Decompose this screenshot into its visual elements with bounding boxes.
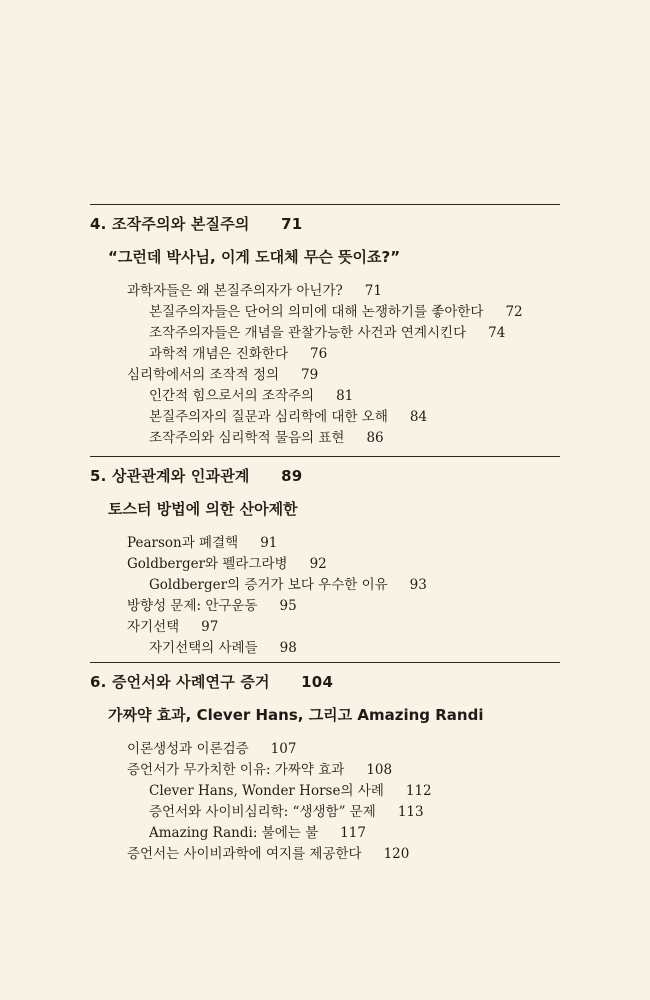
chapter-heading xyxy=(90,465,560,486)
entry-text: 과학적 개념은 진화한다 xyxy=(149,346,288,362)
chapter-4 xyxy=(90,204,560,449)
entry-page: 95 xyxy=(279,598,297,614)
entry-text: 과학자들은 왜 본질주의자가 아닌가? xyxy=(127,283,343,299)
entry-page: 86 xyxy=(366,430,384,446)
chapter-subtitle: 토스터 방법에 의한 산아제한 xyxy=(108,500,298,518)
entry-page: 113 xyxy=(397,804,424,820)
entry-text: 본질주의자들은 단어의 의미에 대해 논쟁하기를 좋아한다 xyxy=(149,304,484,320)
toc-entry xyxy=(90,575,560,596)
entry-page: 92 xyxy=(309,556,327,572)
toc-entry xyxy=(90,781,560,802)
toc-entries xyxy=(90,281,560,449)
chapter-5 xyxy=(90,456,560,659)
entry-page: 98 xyxy=(279,640,297,656)
entry-page: 107 xyxy=(270,741,297,757)
entry-text: Goldberger의 증거가 보다 우수한 이유 xyxy=(149,577,388,593)
chapter-number: 5. xyxy=(90,467,107,485)
toc-entry xyxy=(90,302,560,323)
entry-page: 71 xyxy=(364,283,382,299)
entry-page: 91 xyxy=(260,535,278,551)
entry-text: 자기선택의 사례들 xyxy=(149,640,258,656)
entry-text: Amazing Randi: 불에는 불 xyxy=(149,825,319,841)
entry-text: Pearson과 폐결핵 xyxy=(127,535,239,551)
entry-page: 112 xyxy=(405,783,432,799)
toc-entry xyxy=(90,554,560,575)
chapter-title: 상관관계와 인과관계 xyxy=(111,467,250,485)
toc-entries xyxy=(90,533,560,659)
chapter-page: 89 xyxy=(281,467,303,485)
chapter-heading xyxy=(90,671,560,692)
entry-text: 본질주의자의 질문과 심리학에 대한 오해 xyxy=(149,409,388,425)
toc-entry xyxy=(90,739,560,760)
toc-entry xyxy=(90,760,560,781)
entry-page: 79 xyxy=(301,367,319,383)
entry-text: 심리학에서의 조작적 정의 xyxy=(127,367,280,383)
entry-page: 76 xyxy=(310,346,328,362)
entry-page: 120 xyxy=(383,846,410,862)
entry-page: 74 xyxy=(488,325,506,341)
entry-text: 증언서가 무가치한 이유: 가짜약 효과 xyxy=(127,762,345,778)
toc-entry xyxy=(90,823,560,844)
toc-entries xyxy=(90,739,560,865)
chapter-6 xyxy=(90,662,560,865)
toc-entry xyxy=(90,386,560,407)
entry-page: 97 xyxy=(201,619,219,635)
chapter-subtitle: 가짜약 효과, Clever Hans, 그리고 Amazing Randi xyxy=(108,706,484,724)
entry-page: 84 xyxy=(409,409,428,425)
toc-entry xyxy=(90,844,560,865)
entry-text: Goldberger와 펠라그라병 xyxy=(127,556,288,572)
chapter-page: 71 xyxy=(281,215,303,233)
entry-text: Clever Hans, Wonder Horse의 사례 xyxy=(149,783,384,799)
toc-entry xyxy=(90,802,560,823)
chapter-divider xyxy=(90,662,560,663)
chapter-heading xyxy=(90,213,560,234)
chapter-divider xyxy=(90,204,560,205)
toc-entry xyxy=(90,344,560,365)
toc-entry xyxy=(90,617,560,638)
entry-text: 인간적 힘으로서의 조작주의 xyxy=(149,388,315,404)
entry-page: 108 xyxy=(366,762,393,778)
toc-entry xyxy=(90,323,560,344)
chapter-number: 6. xyxy=(90,673,107,691)
toc-entry xyxy=(90,365,560,386)
chapter-title: 조작주의와 본질주의 xyxy=(111,215,250,233)
chapter-title: 증언서와 사례연구 증거 xyxy=(111,673,270,691)
entry-page: 93 xyxy=(409,577,427,593)
toc-entry xyxy=(90,407,560,428)
entry-page: 81 xyxy=(336,388,354,404)
entry-page: 72 xyxy=(505,304,523,320)
entry-text: 자기선택 xyxy=(127,619,180,635)
entry-text: 이론생성과 이론검증 xyxy=(127,741,249,757)
entry-text: 조작주의자들은 개념을 관찰가능한 사건과 연계시킨다 xyxy=(149,325,467,341)
entry-text: 조작주의와 심리학적 물음의 표현 xyxy=(149,430,345,446)
toc-entry xyxy=(90,533,560,554)
entry-page: 117 xyxy=(340,825,366,841)
chapter-subtitle: “그런데 박사님, 이게 도대체 무슨 뜻이죠?” xyxy=(108,248,401,266)
chapter-page: 104 xyxy=(301,673,334,691)
chapter-divider xyxy=(90,456,560,457)
toc-entry xyxy=(90,638,560,659)
chapter-number: 4. xyxy=(90,215,107,233)
toc-entry xyxy=(90,596,560,617)
toc-entry xyxy=(90,428,560,449)
entry-text: 증언서와 사이비심리학: “생생함” 문제 xyxy=(149,804,376,820)
toc-entry xyxy=(90,281,560,302)
entry-text: 증언서는 사이비과학에 여지를 제공한다 xyxy=(127,846,362,862)
entry-text: 방향성 문제: 안구운동 xyxy=(127,598,258,614)
